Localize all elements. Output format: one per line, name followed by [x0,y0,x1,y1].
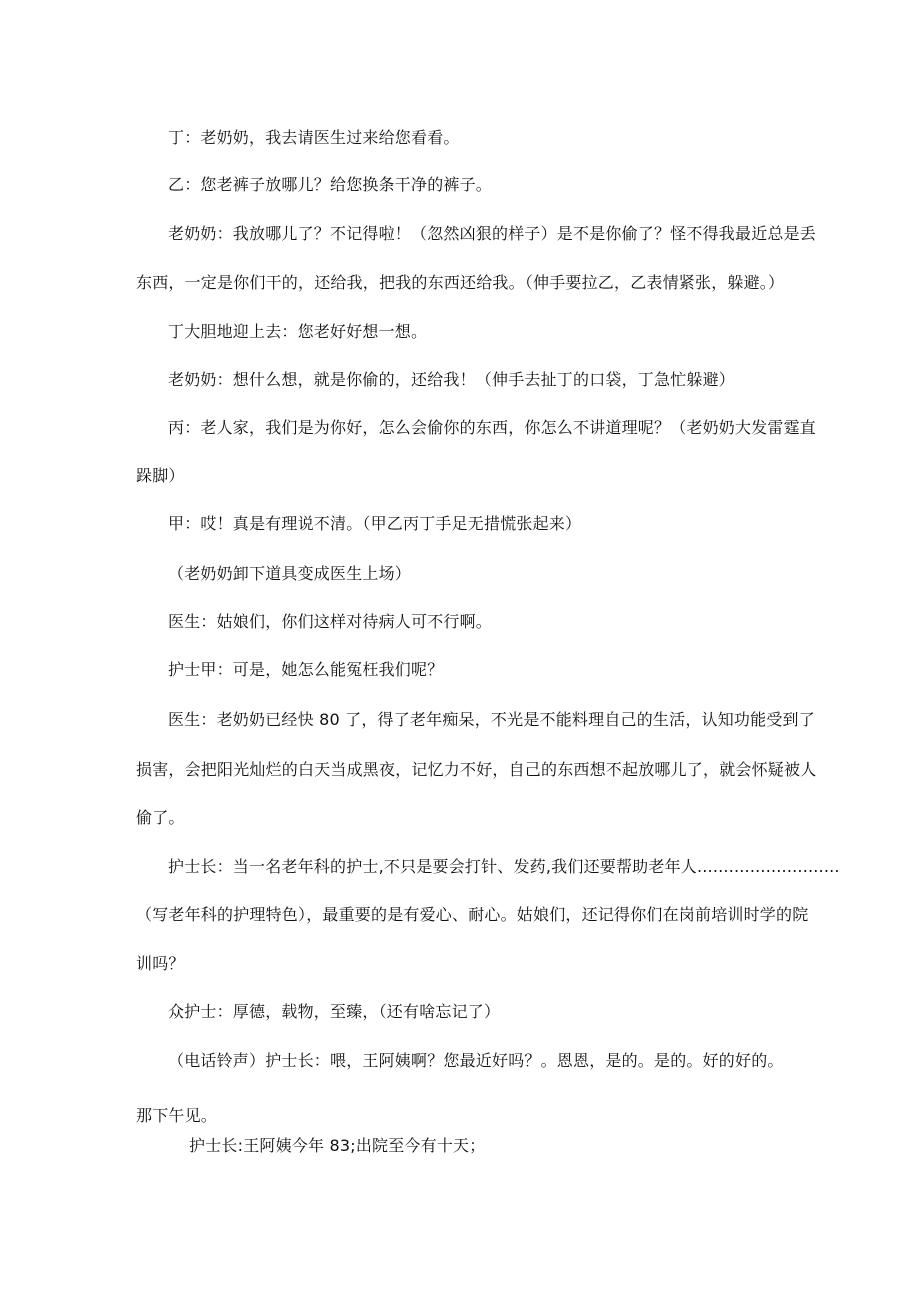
dialogue-line: 丁大胆地迎上去：您老好好想一想。 [168,322,428,341]
dialogue-line: 训吗？ [136,954,185,973]
dialogue-line: 乙：您老裤子放哪儿？给您换条干净的裤子。 [168,175,493,194]
dialogue-line: 护士长:王阿姨今年 83;出院至今有十天； [189,1136,486,1155]
dialogue-line: 医生：老奶奶已经快 80 了，得了老年痴呆，不光是不能料理自己的生活，认知功能受到了 [168,710,815,729]
dialogue-line: 那下午见。 [136,1106,218,1125]
dialogue-line: 医生：姑娘们，你们这样对待病人可不行啊。 [168,612,493,631]
dialogue-line: 老奶奶：我放哪儿了？不记得啦！（忽然凶狠的样子）是不是你偷了？怪不得我最近总是丢 [168,224,817,243]
dialogue-line: 护士甲：可是，她怎么能冤枉我们呢？ [168,660,444,679]
dialogue-line: 东西，一定是你们干的，还给我，把我的东西还给我。（伸手要拉乙，乙表情紧张，躲避。） [136,273,785,292]
dialogue-line: 甲：哎！真是有理说不清。（甲乙丙丁手足无措慌张起来） [168,514,582,533]
dialogue-line: 跺脚） [136,466,185,485]
dialogue-line: 偷了。 [136,808,185,827]
dialogue-line: 丁：老奶奶，我去请医生过来给您看看。 [168,128,460,147]
stage-direction: （老奶奶卸下道具变成医生上场） [168,564,412,583]
dialogue-line: （电话铃声）护士长：喂，王阿姨啊？您最近好吗？。恩恩，是的。是的。好的好的。 [168,1051,784,1070]
dialogue-line: （写老年科的护理特色），最重要的是有爱心、耐心。姑娘们，还记得你们在岗前培训时学的院 [136,905,809,924]
dialogue-line: 丙：老人家，我们是为你好，怎么会偷你的东西，你怎么不讲道理呢？（老奶奶大发雷霆直 [168,418,817,437]
dialogue-line: 老奶奶：想什么想，就是你偷的，还给我！（伸手去扯丁的口袋，丁急忙躲避） [168,370,736,389]
dialogue-line: 护士长：当一名老年科的护士,不只是要会打针、发药,我们还要帮助老年人........................... [168,857,840,876]
dialogue-line: 损害，会把阳光灿烂的白天当成黑夜，记忆力不好，自己的东西想不起放哪儿了，就会怀疑被人 [136,760,817,779]
dialogue-line: 众护士：厚德，载物，至臻，（还有啥忘记了） [168,1002,501,1021]
